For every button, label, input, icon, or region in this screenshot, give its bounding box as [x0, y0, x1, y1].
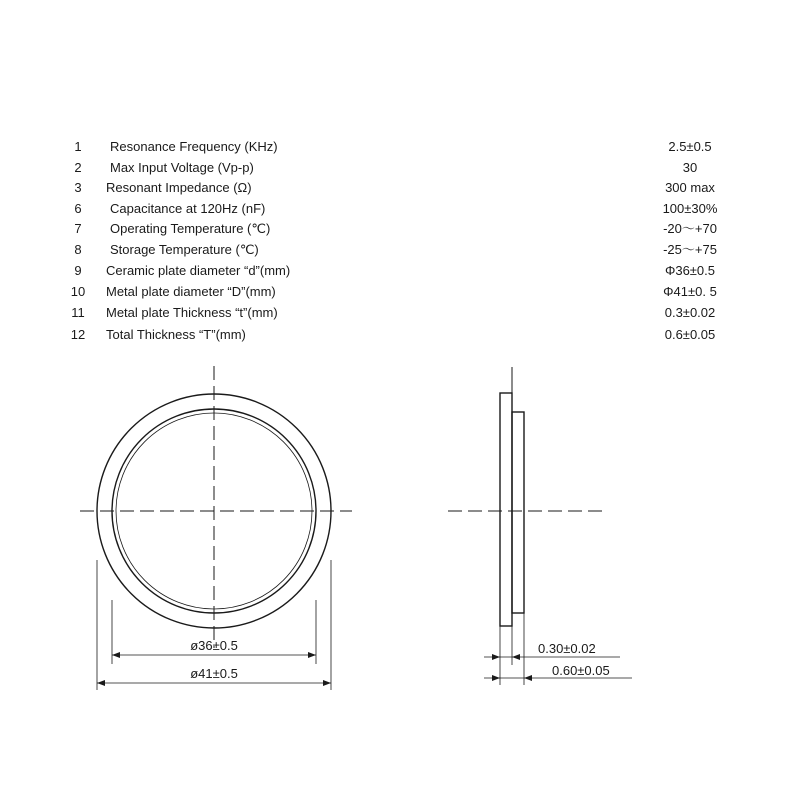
spec-parameter: Capacitance at 120Hz (nF): [110, 201, 266, 216]
spec-value: 0.3±0.02: [664, 305, 716, 320]
spec-parameter: Max Input Voltage (Vp-p): [110, 160, 254, 175]
spec-value: Φ41±0. 5: [663, 284, 717, 299]
arrow-icon: [112, 652, 120, 658]
arrow-icon: [512, 654, 520, 660]
spec-value: -20～+70: [663, 221, 717, 236]
arrow-icon: [492, 675, 500, 681]
spec-parameter: Resonance Frequency (KHz): [110, 139, 278, 154]
spec-parameter: Total Thickness “T”(mm): [106, 327, 246, 342]
spec-parameter: Metal plate Thickness “t”(mm): [106, 305, 278, 320]
spec-value: 30: [682, 160, 698, 175]
spec-number: 11: [71, 305, 85, 320]
side-view: [448, 367, 632, 685]
spec-number: 3: [74, 180, 82, 195]
spec-number: 7: [74, 221, 82, 236]
arrow-icon: [323, 680, 331, 686]
metal-plate-section: [500, 393, 512, 626]
spec-number: 2: [74, 160, 82, 175]
spec-parameter: Ceramic plate diameter “d”(mm): [106, 263, 291, 278]
metal-diameter-label: ø41±0.5: [190, 666, 238, 681]
spec-value: 300 max: [665, 180, 715, 195]
total-thickness-label: 0.60±0.05: [552, 663, 610, 678]
spec-number: 10: [70, 284, 86, 299]
spec-number: 6: [74, 201, 82, 216]
ceramic-plate-section: [512, 412, 524, 613]
spec-number: 8: [74, 242, 82, 257]
arrow-icon: [97, 680, 105, 686]
spec-parameter: Metal plate diameter “D”(mm): [106, 284, 276, 299]
ceramic-diameter-label: ø36±0.5: [190, 638, 238, 653]
spec-value: 100±30%: [662, 201, 718, 216]
metal-thickness-label: 0.30±0.02: [538, 641, 596, 656]
spec-number: 1: [74, 139, 82, 154]
spec-parameter: Storage Temperature (℃): [110, 242, 259, 257]
spec-value: 0.6±0.05: [664, 327, 716, 342]
spec-value: Φ36±0.5: [664, 263, 716, 278]
arrow-icon: [308, 652, 316, 658]
spec-number: 12: [70, 327, 86, 342]
spec-parameter: Operating Temperature (℃): [110, 221, 271, 236]
spec-value: -25～+75: [663, 242, 717, 257]
spec-parameter: Resonant Impedance (Ω): [106, 180, 252, 195]
arrow-icon: [524, 675, 532, 681]
spec-number: 9: [74, 263, 82, 278]
arrow-icon: [492, 654, 500, 660]
spec-value: 2.5±0.5: [668, 139, 712, 154]
